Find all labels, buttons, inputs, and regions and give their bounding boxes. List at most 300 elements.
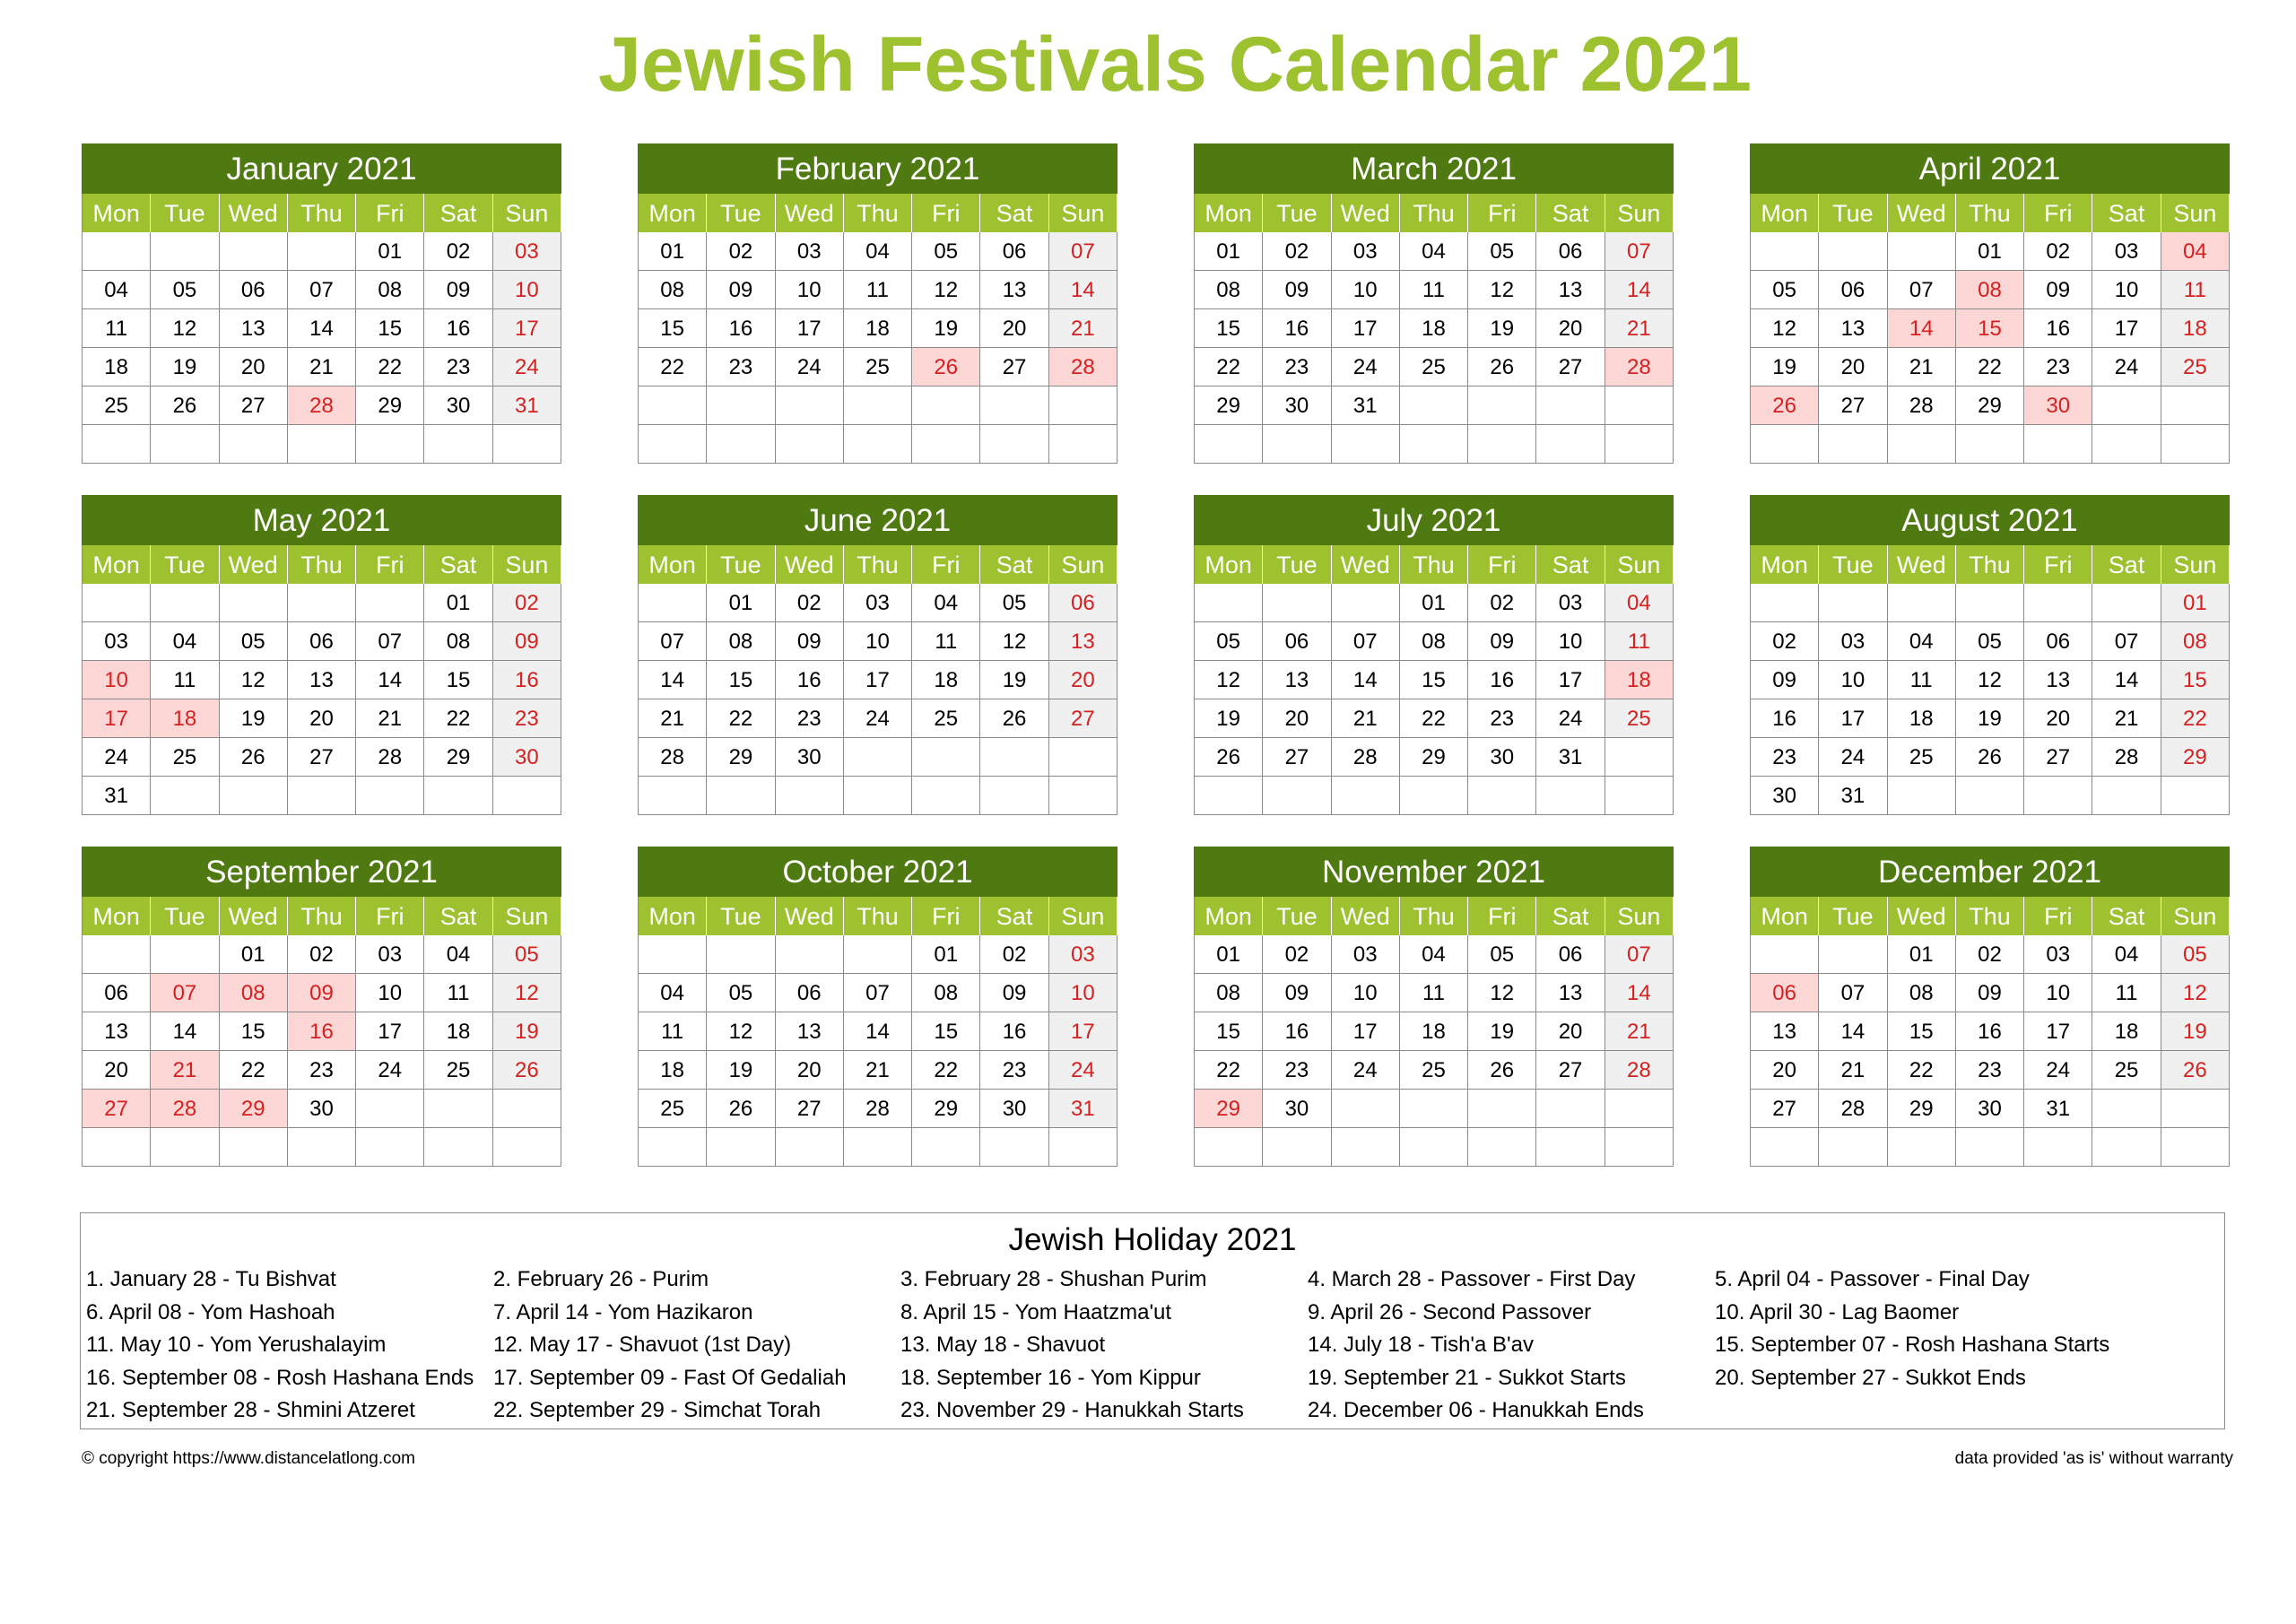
holiday-list-item: 7. April 14 - Yom Hazikaron	[493, 1299, 753, 1324]
empty-day-cell	[1468, 425, 1536, 464]
day-cell: 10	[356, 974, 424, 1012]
day-cell: 11	[83, 309, 151, 348]
day-cell: 26	[707, 1090, 775, 1128]
weekday-header: Mon	[639, 897, 707, 935]
empty-day-cell	[639, 584, 707, 622]
empty-day-cell	[1751, 584, 1819, 622]
day-cell: 24	[844, 699, 912, 738]
holiday-list-item: 18. September 16 - Yom Kippur	[900, 1365, 1201, 1390]
empty-day-cell	[1263, 584, 1331, 622]
weekday-header: Thu	[1956, 194, 2024, 232]
holiday-list-item: 1. January 28 - Tu Bishvat	[86, 1267, 336, 1291]
day-cell: 12	[1195, 661, 1263, 699]
month-title: August 2021	[1750, 495, 2230, 545]
empty-day-cell	[1819, 232, 1887, 271]
day-cell: 14	[356, 661, 424, 699]
empty-day-cell	[1605, 777, 1674, 815]
weekday-header: Wed	[776, 897, 844, 935]
weekday-header: Fri	[356, 194, 424, 232]
day-cell: 05	[707, 974, 775, 1012]
day-cell: 16	[1956, 1012, 2024, 1051]
day-cell: 02	[776, 584, 844, 622]
empty-day-cell	[1888, 232, 1956, 271]
day-cell: 15	[220, 1012, 288, 1051]
day-cell: 21	[356, 699, 424, 738]
month-title: March 2021	[1194, 143, 1674, 194]
empty-day-cell	[1605, 425, 1674, 464]
empty-day-cell	[912, 386, 980, 425]
holiday-day-cell: 10	[83, 661, 151, 699]
empty-day-cell	[424, 425, 492, 464]
day-cell: 11	[2092, 974, 2161, 1012]
weekday-header: Fri	[356, 545, 424, 584]
sunday-day-cell: 07	[1605, 935, 1674, 974]
day-cell: 13	[83, 1012, 151, 1051]
day-cell: 05	[912, 232, 980, 271]
day-cell: 22	[424, 699, 492, 738]
holiday-day-cell: 07	[151, 974, 219, 1012]
empty-day-cell	[1332, 1090, 1400, 1128]
empty-day-cell	[2092, 386, 2161, 425]
empty-day-cell	[220, 1128, 288, 1167]
weekday-header: Mon	[1195, 545, 1263, 584]
weekday-header: Thu	[844, 194, 912, 232]
day-cell: 21	[1888, 348, 1956, 386]
day-cell: 03	[776, 232, 844, 271]
day-cell: 13	[220, 309, 288, 348]
sunday-day-cell: 11	[2161, 271, 2230, 309]
sunday-day-cell: 28	[1605, 1051, 1674, 1090]
day-cell: 15	[424, 661, 492, 699]
day-cell: 29	[1888, 1090, 1956, 1128]
day-cell: 05	[980, 584, 1048, 622]
month-grid	[1194, 897, 1674, 1167]
holiday-list-item: 3. February 28 - Shushan Purim	[900, 1267, 1207, 1291]
day-cell: 02	[1263, 232, 1331, 271]
day-cell: 22	[356, 348, 424, 386]
empty-day-cell	[912, 425, 980, 464]
weekday-header: Sun	[2161, 194, 2230, 232]
holiday-list-item: 21. September 28 - Shmini Atzeret	[86, 1398, 415, 1422]
day-cell: 22	[1400, 699, 1468, 738]
day-cell: 09	[1263, 974, 1331, 1012]
day-cell: 01	[424, 584, 492, 622]
weekday-header: Mon	[639, 194, 707, 232]
month-title: September 2021	[82, 847, 561, 897]
holiday-day-cell: 30	[2024, 386, 2092, 425]
day-cell: 11	[1400, 271, 1468, 309]
empty-day-cell	[83, 1128, 151, 1167]
weekday-header: Sat	[2092, 194, 2161, 232]
day-cell: 12	[1956, 661, 2024, 699]
month-grid	[82, 545, 561, 815]
day-cell: 12	[707, 1012, 775, 1051]
holiday-list-item: 20. September 27 - Sukkot Ends	[1715, 1365, 2026, 1390]
day-cell: 27	[1819, 386, 1887, 425]
empty-day-cell	[2092, 1128, 2161, 1167]
day-cell: 08	[356, 271, 424, 309]
weekday-header: Tue	[707, 545, 775, 584]
empty-day-cell	[639, 425, 707, 464]
empty-day-cell	[1468, 777, 1536, 815]
day-cell: 02	[288, 935, 356, 974]
holiday-list-item: 22. September 29 - Simchat Torah	[493, 1398, 822, 1422]
day-cell: 09	[1263, 271, 1331, 309]
day-cell: 25	[151, 738, 219, 777]
weekday-header: Sat	[424, 897, 492, 935]
weekday-header: Wed	[1332, 897, 1400, 935]
empty-day-cell	[151, 777, 219, 815]
empty-day-cell	[1049, 777, 1118, 815]
empty-day-cell	[1819, 935, 1887, 974]
empty-day-cell	[1605, 738, 1674, 777]
sunday-day-cell: 23	[493, 699, 561, 738]
day-cell: 12	[151, 309, 219, 348]
day-cell: 28	[639, 738, 707, 777]
holiday-day-cell: 26	[912, 348, 980, 386]
sunday-day-cell: 01	[2161, 584, 2230, 622]
sunday-day-cell: 03	[493, 232, 561, 271]
weekday-header: Mon	[1751, 194, 1819, 232]
weekday-header: Sat	[980, 194, 1048, 232]
weekday-header: Tue	[1819, 194, 1887, 232]
day-cell: 21	[2092, 699, 2161, 738]
weekday-header: Tue	[151, 545, 219, 584]
day-cell: 28	[844, 1090, 912, 1128]
day-cell: 29	[707, 738, 775, 777]
empty-day-cell	[1605, 386, 1674, 425]
empty-day-cell	[844, 386, 912, 425]
empty-day-cell	[2092, 1090, 2161, 1128]
day-cell: 17	[776, 309, 844, 348]
empty-day-cell	[1049, 738, 1118, 777]
empty-day-cell	[707, 386, 775, 425]
day-cell: 02	[980, 935, 1048, 974]
day-cell: 15	[639, 309, 707, 348]
weekday-header: Mon	[83, 194, 151, 232]
day-cell: 23	[288, 1051, 356, 1090]
day-cell: 01	[707, 584, 775, 622]
month-grid	[1750, 897, 2230, 1167]
empty-day-cell	[1195, 777, 1263, 815]
holiday-day-cell: 18	[1605, 661, 1674, 699]
day-cell: 09	[980, 974, 1048, 1012]
day-cell: 16	[1263, 1012, 1331, 1051]
weekday-header: Sun	[493, 545, 561, 584]
month-calendar	[1194, 847, 1674, 1167]
sunday-day-cell: 26	[493, 1051, 561, 1090]
weekday-header: Mon	[1195, 194, 1263, 232]
day-cell: 18	[1400, 1012, 1468, 1051]
empty-day-cell	[220, 584, 288, 622]
sunday-day-cell: 09	[493, 622, 561, 661]
empty-day-cell	[844, 935, 912, 974]
month-calendar	[638, 847, 1118, 1167]
empty-day-cell	[2092, 425, 2161, 464]
day-cell: 23	[2024, 348, 2092, 386]
month-grid	[638, 897, 1118, 1167]
empty-day-cell	[356, 584, 424, 622]
day-cell: 13	[1819, 309, 1887, 348]
day-cell: 01	[639, 232, 707, 271]
empty-day-cell	[83, 935, 151, 974]
empty-day-cell	[356, 1128, 424, 1167]
day-cell: 07	[1819, 974, 1887, 1012]
day-cell: 07	[844, 974, 912, 1012]
empty-day-cell	[2024, 425, 2092, 464]
day-cell: 02	[424, 232, 492, 271]
sunday-day-cell: 15	[2161, 661, 2230, 699]
day-cell: 23	[424, 348, 492, 386]
day-cell: 16	[2024, 309, 2092, 348]
empty-day-cell	[1536, 777, 1605, 815]
day-cell: 19	[1468, 309, 1536, 348]
day-cell: 05	[1751, 271, 1819, 309]
empty-day-cell	[356, 1090, 424, 1128]
empty-day-cell	[1263, 425, 1331, 464]
day-cell: 23	[1751, 738, 1819, 777]
day-cell: 29	[912, 1090, 980, 1128]
weekday-header: Sun	[1605, 194, 1674, 232]
holiday-day-cell: 21	[151, 1051, 219, 1090]
weekday-header: Sun	[493, 897, 561, 935]
sunday-day-cell: 29	[2161, 738, 2230, 777]
day-cell: 26	[1468, 1051, 1536, 1090]
day-cell: 21	[1819, 1051, 1887, 1090]
month-calendar	[1750, 847, 2230, 1167]
day-cell: 24	[1536, 699, 1605, 738]
empty-day-cell	[288, 232, 356, 271]
day-cell: 19	[1751, 348, 1819, 386]
sunday-day-cell: 13	[1049, 622, 1118, 661]
empty-day-cell	[493, 777, 561, 815]
weekday-header: Mon	[639, 545, 707, 584]
day-cell: 13	[776, 1012, 844, 1051]
empty-day-cell	[151, 935, 219, 974]
empty-day-cell	[1888, 1128, 1956, 1167]
sunday-day-cell: 24	[1049, 1051, 1118, 1090]
day-cell: 07	[639, 622, 707, 661]
day-cell: 20	[1819, 348, 1887, 386]
day-cell: 22	[707, 699, 775, 738]
empty-day-cell	[288, 1128, 356, 1167]
weekday-header: Mon	[83, 897, 151, 935]
day-cell: 15	[1195, 309, 1263, 348]
day-cell: 17	[1819, 699, 1887, 738]
holiday-day-cell: 28	[288, 386, 356, 425]
empty-day-cell	[151, 1128, 219, 1167]
day-cell: 12	[220, 661, 288, 699]
day-cell: 20	[288, 699, 356, 738]
day-cell: 10	[1332, 271, 1400, 309]
day-cell: 01	[912, 935, 980, 974]
weekday-header: Sat	[2092, 545, 2161, 584]
day-cell: 19	[912, 309, 980, 348]
holiday-day-cell: 16	[288, 1012, 356, 1051]
weekday-header: Mon	[1195, 897, 1263, 935]
empty-day-cell	[1956, 777, 2024, 815]
day-cell: 22	[1195, 348, 1263, 386]
empty-day-cell	[493, 1128, 561, 1167]
day-cell: 12	[980, 622, 1048, 661]
day-cell: 29	[424, 738, 492, 777]
weekday-header: Fri	[912, 194, 980, 232]
weekday-header: Sun	[1605, 545, 1674, 584]
empty-day-cell	[639, 935, 707, 974]
sunday-day-cell: 02	[493, 584, 561, 622]
empty-day-cell	[1468, 386, 1536, 425]
day-cell: 01	[1195, 232, 1263, 271]
day-cell: 18	[844, 309, 912, 348]
day-cell: 16	[707, 309, 775, 348]
day-cell: 16	[1751, 699, 1819, 738]
month-title: June 2021	[638, 495, 1118, 545]
day-cell: 28	[356, 738, 424, 777]
day-cell: 22	[912, 1051, 980, 1090]
empty-day-cell	[2092, 584, 2161, 622]
day-cell: 25	[424, 1051, 492, 1090]
day-cell: 26	[1195, 738, 1263, 777]
day-cell: 21	[1332, 699, 1400, 738]
day-cell: 13	[2024, 661, 2092, 699]
weekday-header: Fri	[356, 897, 424, 935]
month-grid	[1194, 545, 1674, 815]
empty-day-cell	[493, 1090, 561, 1128]
holiday-day-cell: 04	[2161, 232, 2230, 271]
holiday-list-item: 15. September 07 - Rosh Hashana Starts	[1715, 1333, 2110, 1357]
empty-day-cell	[151, 425, 219, 464]
page-title: Jewish Festivals Calendar 2021	[598, 22, 1752, 108]
weekday-header: Wed	[220, 897, 288, 935]
empty-day-cell	[707, 935, 775, 974]
day-cell: 20	[1536, 1012, 1605, 1051]
sunday-day-cell: 05	[493, 935, 561, 974]
weekday-header: Thu	[288, 545, 356, 584]
day-cell: 28	[1888, 386, 1956, 425]
day-cell: 01	[1195, 935, 1263, 974]
weekday-header: Thu	[1400, 194, 1468, 232]
day-cell: 03	[844, 584, 912, 622]
weekday-header: Thu	[844, 897, 912, 935]
day-cell: 29	[1195, 386, 1263, 425]
day-cell: 15	[1195, 1012, 1263, 1051]
day-cell: 04	[83, 271, 151, 309]
day-cell: 25	[2092, 1051, 2161, 1090]
empty-day-cell	[1195, 1128, 1263, 1167]
sunday-day-cell: 10	[1049, 974, 1118, 1012]
empty-day-cell	[2024, 777, 2092, 815]
day-cell: 17	[1332, 309, 1400, 348]
day-cell: 28	[1819, 1090, 1887, 1128]
empty-day-cell	[1751, 1128, 1819, 1167]
day-cell: 27	[1536, 1051, 1605, 1090]
day-cell: 25	[1888, 738, 1956, 777]
holiday-list-panel	[80, 1212, 2225, 1429]
sunday-day-cell: 21	[1605, 309, 1674, 348]
day-cell: 20	[776, 1051, 844, 1090]
holiday-list-item: 12. May 17 - Shavuot (1st Day)	[493, 1333, 792, 1357]
empty-day-cell	[1332, 425, 1400, 464]
day-cell: 18	[912, 661, 980, 699]
holiday-list-item: 4. March 28 - Passover - First Day	[1308, 1267, 1636, 1291]
weekday-header: Fri	[1468, 194, 1536, 232]
day-cell: 13	[980, 271, 1048, 309]
sunday-day-cell: 16	[493, 661, 561, 699]
sunday-day-cell: 31	[1049, 1090, 1118, 1128]
day-cell: 27	[1751, 1090, 1819, 1128]
holiday-list-item: 17. September 09 - Fast Of Gedaliah	[493, 1365, 847, 1390]
day-cell: 06	[288, 622, 356, 661]
empty-day-cell	[2161, 386, 2230, 425]
empty-day-cell	[776, 425, 844, 464]
weekday-header: Sun	[1049, 897, 1118, 935]
day-cell: 06	[220, 271, 288, 309]
holiday-list-item: 23. November 29 - Hanukkah Starts	[900, 1398, 1244, 1422]
empty-day-cell	[2161, 1090, 2230, 1128]
sunday-day-cell: 14	[1605, 974, 1674, 1012]
day-cell: 30	[980, 1090, 1048, 1128]
weekday-header: Tue	[1263, 545, 1331, 584]
day-cell: 02	[1468, 584, 1536, 622]
weekday-header: Fri	[912, 545, 980, 584]
day-cell: 27	[288, 738, 356, 777]
day-cell: 09	[2024, 271, 2092, 309]
day-cell: 20	[2024, 699, 2092, 738]
weekday-header: Wed	[776, 545, 844, 584]
empty-day-cell	[220, 777, 288, 815]
sunday-day-cell: 25	[1605, 699, 1674, 738]
month-title: November 2021	[1194, 847, 1674, 897]
weekday-header: Tue	[151, 897, 219, 935]
day-cell: 12	[1751, 309, 1819, 348]
day-cell: 10	[1536, 622, 1605, 661]
holiday-list-item: 9. April 26 - Second Passover	[1308, 1299, 1592, 1324]
empty-day-cell	[776, 777, 844, 815]
day-cell: 31	[2024, 1090, 2092, 1128]
day-cell: 17	[356, 1012, 424, 1051]
day-cell: 07	[356, 622, 424, 661]
sunday-day-cell: 21	[1605, 1012, 1674, 1051]
empty-day-cell	[1400, 1090, 1468, 1128]
day-cell: 03	[1332, 232, 1400, 271]
weekday-header: Tue	[1263, 897, 1331, 935]
day-cell: 01	[220, 935, 288, 974]
holiday-list-item: 14. July 18 - Tish'a B'av	[1308, 1333, 1534, 1357]
day-cell: 16	[1263, 309, 1331, 348]
month-title: December 2021	[1750, 847, 2230, 897]
empty-day-cell	[1888, 584, 1956, 622]
day-cell: 27	[2024, 738, 2092, 777]
day-cell: 08	[1888, 974, 1956, 1012]
day-cell: 25	[639, 1090, 707, 1128]
day-cell: 03	[2092, 232, 2161, 271]
day-cell: 30	[1956, 1090, 2024, 1128]
day-cell: 18	[639, 1051, 707, 1090]
holiday-day-cell: 27	[83, 1090, 151, 1128]
empty-day-cell	[1263, 777, 1331, 815]
day-cell: 13	[288, 661, 356, 699]
day-cell: 23	[1468, 699, 1536, 738]
holiday-list-item: 24. December 06 - Hanukkah Ends	[1308, 1398, 1644, 1422]
weekday-header: Sun	[1605, 897, 1674, 935]
month-title: April 2021	[1750, 143, 2230, 194]
empty-day-cell	[980, 1128, 1048, 1167]
empty-day-cell	[1400, 386, 1468, 425]
empty-day-cell	[356, 425, 424, 464]
day-cell: 23	[1956, 1051, 2024, 1090]
weekday-header: Sun	[1049, 194, 1118, 232]
copyright-text: © copyright https://www.distancelatlong.com	[82, 1449, 416, 1468]
